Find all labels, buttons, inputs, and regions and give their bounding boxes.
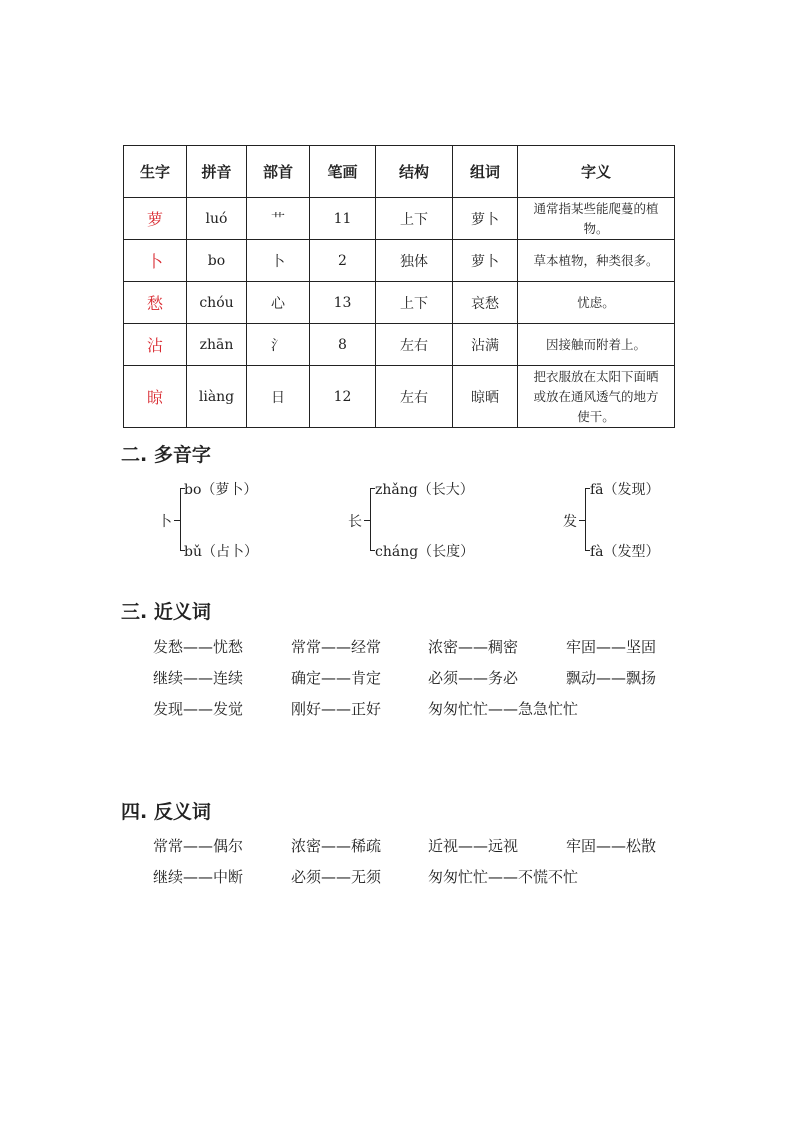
antonym-pair: 继续——中断	[153, 868, 244, 886]
meaning-cell	[518, 198, 675, 240]
table-row	[124, 198, 675, 240]
polyphone-group	[348, 478, 528, 558]
synonym-pair: 牢固——坚固	[566, 638, 657, 656]
structure-cell: 上下	[376, 198, 453, 240]
header-cell: 生字	[124, 146, 187, 198]
antonym-pair: 浓密——稀疏	[291, 837, 382, 855]
meaning-cell	[518, 282, 675, 324]
meaning-line: 把衣服放在太阳下面晒	[533, 368, 659, 384]
meaning-cell	[518, 366, 675, 428]
structure-cell: 左右	[376, 366, 453, 428]
synonym-pair: 发愁——忧愁	[153, 638, 244, 656]
header-cell: 组词	[453, 146, 518, 198]
table-header-row	[124, 146, 675, 198]
table-row	[124, 366, 675, 428]
header-cell: 结构	[376, 146, 453, 198]
char-cell: 晾	[124, 366, 187, 428]
structure-cell: 上下	[376, 282, 453, 324]
pinyin-cell: bo	[187, 240, 247, 282]
synonym-pair: 浓密——稠密	[428, 638, 519, 656]
radical-cell: 日	[247, 366, 310, 428]
antonym-pair: 牢固——松散	[566, 837, 657, 855]
word-cell: 沾满	[453, 324, 518, 366]
strokes-cell: 13	[310, 282, 376, 324]
char-cell: 沾	[124, 324, 187, 366]
header-cell: 字义	[518, 146, 675, 198]
radical-cell: 艹	[247, 198, 310, 240]
header-cell: 拼音	[187, 146, 247, 198]
header-cell: 笔画	[310, 146, 376, 198]
meaning-line: 通常指某些能爬蔓的植	[533, 200, 659, 216]
synonym-pair: 刚好——正好	[291, 700, 382, 718]
table-row	[124, 324, 675, 366]
polyphone-reading: cháng（长度）	[375, 544, 475, 560]
radical-cell: 氵	[247, 324, 310, 366]
meaning-line: 或放在通风透气的地方	[533, 388, 659, 404]
strokes-cell: 12	[310, 366, 376, 428]
pinyin-cell: chóu	[187, 282, 247, 324]
polyphone-reading: fà（发型）	[590, 544, 660, 560]
meaning-line: 草本植物，种类很多。	[533, 252, 659, 268]
char-cell: 卜	[124, 240, 187, 282]
table-row	[124, 240, 675, 282]
polyphone-root: 长	[348, 514, 362, 530]
antonym-pair: 必须——无须	[291, 868, 382, 886]
section-heading-antonyms: 四. 反义词	[121, 801, 211, 823]
meaning-line: 忧虑。	[577, 294, 615, 310]
bracket-spine	[370, 488, 371, 551]
character-table	[123, 145, 675, 428]
word-cell: 萝卜	[453, 240, 518, 282]
word-cell: 哀愁	[453, 282, 518, 324]
char-cell: 萝	[124, 198, 187, 240]
polyphone-reading: bǔ（占卜）	[184, 544, 258, 560]
antonym-pair: 近视——远视	[428, 837, 519, 855]
header-cell: 部首	[247, 146, 310, 198]
synonym-pair: 继续——连续	[153, 669, 244, 687]
pinyin-cell: zhān	[187, 324, 247, 366]
strokes-cell: 2	[310, 240, 376, 282]
polyphone-root: 发	[563, 514, 577, 530]
pinyin-cell: luó	[187, 198, 247, 240]
synonym-pair: 确定——肯定	[291, 669, 382, 687]
meaning-line: 物。	[583, 220, 609, 236]
radical-cell: 卜	[247, 240, 310, 282]
synonym-pair: 常常——经常	[291, 638, 382, 656]
section-heading-synonyms: 三. 近义词	[121, 601, 211, 623]
structure-cell: 独体	[376, 240, 453, 282]
meaning-line: 使干。	[577, 408, 615, 424]
bracket-spine	[180, 488, 181, 551]
pinyin-cell: liàng	[187, 366, 247, 428]
antonym-pair: 常常——偶尔	[153, 837, 244, 855]
strokes-cell: 11	[310, 198, 376, 240]
structure-cell: 左右	[376, 324, 453, 366]
polyphone-reading: zhǎng（长大）	[375, 482, 474, 498]
bracket-spine	[585, 488, 586, 551]
radical-cell: 心	[247, 282, 310, 324]
table-row	[124, 282, 675, 324]
word-cell: 萝卜	[453, 198, 518, 240]
meaning-cell	[518, 240, 675, 282]
meaning-cell	[518, 324, 675, 366]
word-cell: 晾晒	[453, 366, 518, 428]
polyphone-reading: fā（发现）	[590, 482, 660, 498]
antonym-pair: 匆匆忙忙——不慌不忙	[428, 868, 579, 886]
polyphone-group	[158, 478, 318, 558]
polyphone-reading: bo（萝卜）	[184, 482, 258, 498]
strokes-cell: 8	[310, 324, 376, 366]
polyphone-root: 卜	[158, 514, 172, 530]
section-heading-polyphones: 二. 多音字	[121, 444, 211, 466]
polyphone-group	[563, 478, 713, 558]
synonym-pair: 必须——务必	[428, 669, 519, 687]
synonym-pair: 飘动——飘扬	[566, 669, 657, 687]
meaning-line: 因接触而附着上。	[545, 336, 646, 352]
synonym-pair: 匆匆忙忙——急急忙忙	[428, 700, 579, 718]
char-cell: 愁	[124, 282, 187, 324]
synonym-pair: 发现——发觉	[153, 700, 244, 718]
